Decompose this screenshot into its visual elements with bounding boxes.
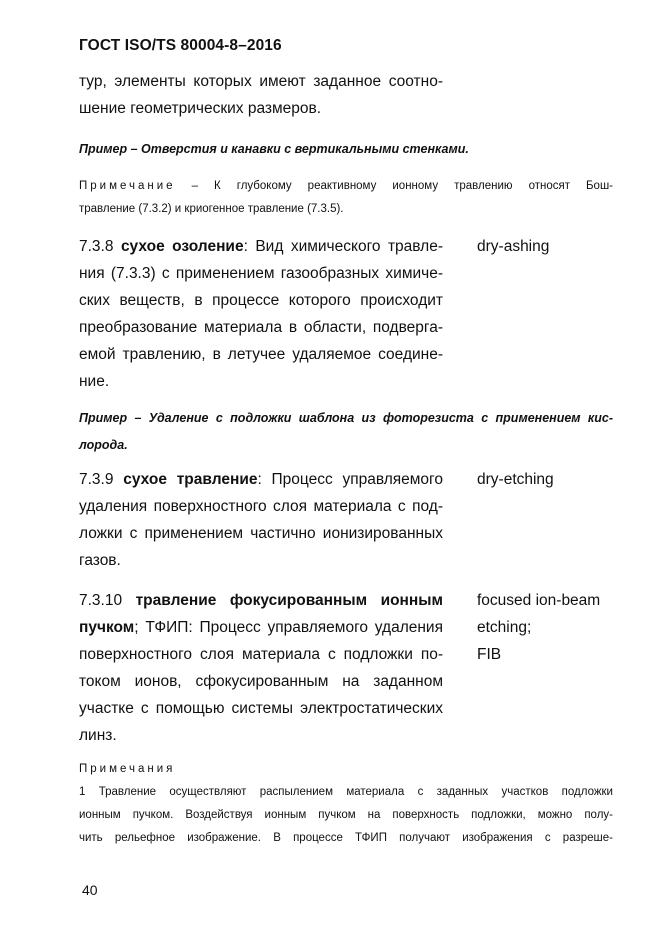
english-term-line: FIB	[477, 646, 502, 663]
note-1	[79, 175, 613, 221]
entry-definition-line: ния (7.3.3) с применением газообразных химиче-	[79, 265, 443, 282]
entry-number: 7.3.10	[79, 592, 123, 609]
entry-term: травление фокусированным ионным	[135, 592, 443, 609]
entry-definition-line: ских веществ, в процессе которого происходит	[79, 292, 443, 309]
english-term-dry-ashing: dry-ashing	[477, 238, 550, 255]
entry-definition-line: линз.	[79, 727, 117, 744]
intro-line: шение геометрических размеров.	[79, 100, 322, 117]
english-term-line: etching;	[477, 619, 532, 636]
document-header: ГОСТ ISO/TS 80004-8–2016	[79, 37, 282, 54]
entry-definition-line: удаления поверхностного слоя материала с под-	[79, 498, 443, 515]
entry-definition-line: ложки с применением частично ионизированных	[79, 525, 443, 542]
entry-definition: ; ТФИП: Процесс управляемого удаления	[134, 619, 443, 636]
english-term-line: focused ion-beam	[477, 592, 601, 609]
example-2	[79, 405, 613, 459]
entry-definition-line: током ионов, сфокусированным на заданном	[79, 673, 443, 690]
entry-definition-line: поверхностного слоя материала с подложки по-	[79, 646, 443, 663]
entry-definition-line: газов.	[79, 552, 121, 569]
notes-line: ионным пучком. Воздействуя ионным пучком на поверхность подложки, можно полу-	[79, 809, 613, 821]
entry-definition-line: емой травлению, в летучее удаляемое соедине-	[79, 346, 443, 363]
english-term-focused-ion-beam	[477, 587, 647, 668]
entry-7-3-8	[79, 233, 443, 395]
intro-paragraph	[79, 68, 443, 122]
entry-7-3-9	[79, 466, 443, 574]
page-number: 40	[82, 882, 98, 898]
notes-label: Примечания	[79, 763, 176, 775]
note-text: – К глубокому реактивному ионному травлению относят Бош-	[175, 180, 613, 192]
entry-7-3-10	[79, 587, 443, 749]
example-1: Пример – Отверстия и канавки с вертикальными стенками.	[79, 142, 469, 156]
notes-line: 1 Травление осуществляют распылением материала с заданных участков подложки	[79, 786, 613, 798]
entry-number: 7.3.9	[79, 471, 114, 488]
note-text: травление (7.3.2) и криогенное травление (7.3.5).	[79, 203, 344, 215]
entry-definition: : Процесс управляемого	[257, 471, 443, 488]
entry-term: сухое озоление	[120, 238, 244, 255]
entry-definition-line: ние.	[79, 373, 110, 390]
entry-definition-line: участке с помощью системы электростатических	[79, 700, 443, 717]
entry-definition-line: преобразование материала в области, подверга-	[79, 319, 443, 336]
notes-2	[79, 758, 613, 850]
note-label: Примечание	[79, 180, 176, 192]
notes-line: чить рельефное изображение. В процессе ТФИП получают изображения с разреше-	[79, 832, 613, 844]
example-line: Пример – Удаление с подложки шаблона из фоторезиста с применением кис-	[79, 411, 613, 425]
entry-number: 7.3.8	[79, 238, 114, 255]
example-line: лорода.	[79, 438, 128, 452]
english-term-dry-etching: dry-etching	[477, 471, 554, 488]
entry-definition: : Вид химического травле-	[243, 238, 443, 255]
intro-line: тур, элементы которых имеют заданное соотно-	[79, 73, 443, 90]
entry-term: пучком	[79, 619, 135, 636]
entry-term: сухое травление	[123, 471, 258, 488]
